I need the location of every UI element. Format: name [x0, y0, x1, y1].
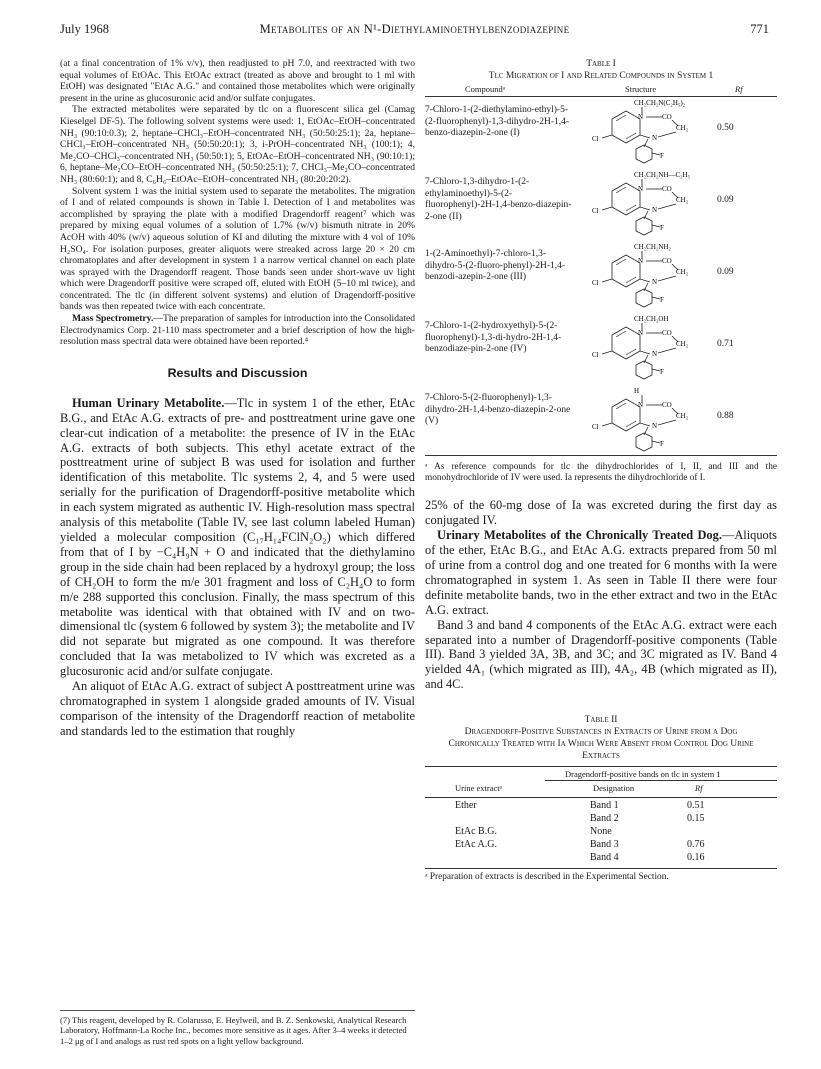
- table-1-caption: Tlc Migration of I and Related Compounds in System 1: [488, 71, 714, 81]
- carbonyl-label: CO: [662, 329, 672, 337]
- ch2-label: CH₂: [676, 124, 689, 132]
- left-column: [60, 58, 415, 739]
- col-designation: Designation: [593, 783, 635, 794]
- chloro-label: Cl: [592, 207, 599, 215]
- col-rf: Rf: [695, 783, 703, 794]
- extract-cell: EtAc A.G.: [455, 839, 497, 851]
- compound-name: 7-Chloro-1-(2-diethylamino-ethyl)-5-(2-fluorophenyl)-1,3-dihydro-2H-1,4-benzo-diazepin-2-one (I): [425, 105, 570, 139]
- n4-atom: N: [652, 350, 658, 358]
- rf-cell: 0.16: [687, 852, 705, 864]
- paragraph: Solvent system 1 was the initial system used to separate the metabolites. The migration of I and of related compounds is shown in Table I. Detection of I and metabolites was accomplished by spraying the plate with a modified Dragendorff reagent⁷ which was prepared by mixing equal volumes of a solution of 1.7% (w/v) bismuth nitrate in 20% AcOH with 40% (w/v) aqueous solution of KI and diluting the mixture with 4 vol of 10% H₂SO₄. For isolation purposes, greater aliquots were streaked across large 20 × 20 cm chromatoplates and after development in system 1 a narrow vertical channel on each plate was sprayed with the Dragendorff reagent. Those bands seen under short-wave uv light which were Dragendorff positive were scraped off, eluted with EtOH (5–10 ml twice), and concentrated. The tlc (in different solvent systems) and elution of Dragendorff-positive bands was then repeated twice with each concentrate.: [60, 185, 415, 313]
- table-2-body: [425, 798, 777, 865]
- ch2-label: CH₂: [676, 340, 689, 348]
- chloro-label: Cl: [592, 279, 599, 287]
- section-title: Results and Discussion: [167, 365, 308, 380]
- table-1-header: [425, 84, 777, 97]
- dog-text: —Aliquots of the ether, EtAc B.G., and EtAc A.G. extracts prepared from 50 ml of urine from a control dog and one treated for 6 months with Ia were chromatographed in system 1. As seen in Table II there were four definite metabolite bands, two in the ether extract and two in the EtAc A.G. extract.: [425, 528, 777, 617]
- table-row: [425, 813, 777, 826]
- ch2-label: CH₂: [676, 268, 689, 276]
- designation-cell: Band 1: [590, 800, 619, 812]
- structure-diagram: [590, 385, 710, 453]
- n4-atom: N: [652, 422, 658, 430]
- table-row: [425, 385, 777, 451]
- designation-cell: Band 3: [590, 839, 619, 851]
- paragraph: The extracted metabolites were separated by tlc on a fluorescent silica gel (Camag Kieselgel DF-5). The following solvent systems were used: 1, EtOAc–EtOH–concentrated NH₃ (90:10:0.3); 2, heptane–CHCl₃–EtOH–concentrated NH₃ (50:50:25:1); 2a, heptane–CHCl₃–EtOH–concentrated NH₃ (50:50:20:1); 3, i-PrOH–concentrated NH₃ (100:1); 4, Me₂CO–CHCl₃–concentrated NH₃ (50:50:1); 5, EtOAc–EtOH–concentrated NH₃ (90:10:1); 6, heptane–Me₂CO–EtOH–concentrated NH₃ (50:50:25:1); 7, CHCl₃–Me₂CO–concentrated NH₃ (80:60:1); and 8, C₆H₆–EtOAc–EtOH–concentrated NH₃ (80:20:20:2).: [60, 104, 415, 185]
- table-2-header: [425, 766, 777, 798]
- col-compound: Compoundᵃ: [465, 84, 506, 94]
- table-2-footnote-wrap: [425, 868, 777, 883]
- n4-atom: N: [652, 206, 658, 214]
- paragraph: (at a final concentration of 1% v/v), then readjusted to pH 7.0, and reextracted with two equal volumes of EtOAc. This EtOAc extract (treated as above and brought to 1 ml with EtOH) was designated "EtAc A.G." and contained those metabolites which were originally present in the urine as glucosuronic acid and/or sulfate conjugates.: [60, 58, 415, 104]
- rf-value: 0.71: [717, 339, 734, 349]
- table-row: [425, 839, 777, 852]
- table-row: [425, 241, 777, 313]
- rf-cell: 0.76: [687, 839, 705, 851]
- table-row: [425, 313, 777, 385]
- fluoro-label: F: [660, 152, 664, 160]
- chloro-label: Cl: [592, 135, 599, 143]
- side-chain-label: CH₂CH₂OH: [634, 315, 669, 323]
- table-row: [425, 826, 777, 839]
- col-extract: Urine extractᵃ: [455, 783, 502, 794]
- paragraph: [60, 313, 415, 348]
- running-header: [60, 22, 769, 40]
- table-1-footnote: ᵃ As reference compounds for tlc the dihydrochlorides of I, II, and III and the monohydrochloride of IV were used. Ia represents the dihydrochloride of I.: [425, 462, 777, 484]
- page-number: 771: [750, 22, 769, 36]
- paragraph: Band 3 and band 4 components of the EtAc A.G. extract were each separated into a number of Dragendorff-positive components (Table III). Band 3 yielded 3A, 3B, and 3C; and 3C migrated as IV. Band 4 yielded 4A₁ (which migrated as III), 4A₂, 4B (which migrated as II), and 4C.: [425, 617, 777, 692]
- fluoro-label: F: [660, 440, 664, 448]
- chloro-label: Cl: [592, 423, 599, 431]
- fluoro-label: F: [660, 368, 664, 376]
- compound-name: 7-Chloro-1-(2-hydroxyethyl)-5-(2-fluorophenyl)-1,3-di-hydro-2H-1,4-benzodiaze-pin-2-one (IV): [425, 321, 562, 355]
- rf-value: 0.09: [717, 267, 734, 277]
- carbonyl-label: CO: [662, 401, 672, 409]
- extract-cell: Ether: [455, 800, 477, 812]
- rf-value: 0.50: [717, 123, 734, 133]
- side-chain-label: CH₂CH₂NH₂: [634, 243, 671, 251]
- rf-value: 0.09: [717, 195, 734, 205]
- carbonyl-label: CO: [662, 185, 672, 193]
- human-heading: Human Urinary Metabolite.: [72, 395, 225, 410]
- side-chain-label: CH₂CH₂NH—C₂H₅: [634, 171, 691, 179]
- designation-cell: Band 2: [590, 813, 619, 825]
- designation-cell: Band 4: [590, 852, 619, 864]
- table-row: [425, 97, 777, 169]
- header-title: Metabolites of an N¹-Diethylaminoethylbenzodiazepine: [259, 22, 570, 36]
- paragraph: [425, 528, 777, 617]
- structure-diagram: [590, 241, 710, 309]
- n1-atom: N: [638, 257, 644, 265]
- ch2-label: CH₂: [676, 196, 689, 204]
- n4-atom: N: [652, 134, 658, 142]
- n1-atom: N: [638, 185, 644, 193]
- span-header: Dragendorff-positive bands on tlc in system 1: [565, 769, 721, 780]
- structure-diagram: [590, 313, 710, 381]
- table-1-body: [425, 97, 777, 451]
- carbonyl-label: CO: [662, 257, 672, 265]
- carbonyl-label: CO: [662, 113, 672, 121]
- mass-spec-text: —The preparation of samples for introduction into the Consolidated Electrodynamics Corp. 21-110 mass spectrometer and a brief description of how the high-resolution mass spectral data were obtained have been reported.⁴: [60, 313, 415, 348]
- chloro-label: Cl: [592, 351, 599, 359]
- table-2-label: Table II: [584, 715, 618, 726]
- fluoro-label: F: [660, 224, 664, 232]
- structure-diagram: [590, 97, 710, 165]
- compound-name: 7-Chloro-1,3-dihydro-1-(2-ethylaminoethyl)-5-(2-fluorophenyl)-2H-1,4-benzo-diazepin-2-one (II): [425, 177, 572, 223]
- dog-heading: Urinary Metabolites of the Chronically Treated Dog.: [437, 528, 722, 543]
- compound-name: 1-(2-Aminoethyl)-7-chloro-1,3-dihydro-5-(2-fluoro-phenyl)-2H-1,4-benzodi-azepin-2-one (III): [425, 249, 566, 283]
- designation-cell: None: [590, 826, 612, 838]
- structure-diagram: [590, 169, 710, 237]
- human-text: —Tlc in system 1 of the ether, EtAc B.G., and EtAc A.G. extracts of pre- and posttreatment urine gave one clear-cut indication of a metabolite: the presence of IV in the EtAc A.G. extracts of both subjects. This ethyl acetate extract of the posttreatment urine of subject B was used for isolation and further identification of this metabolite. Tlc systems 2, 4, and 5 were used serially for the purification of Dragendorff-positive metabolite which in each system migrated as authentic IV. High-resolution mass spectral analysis of this metabolite (Table IV, see last column labeled Human) yielded a molecular composition (C₁₇H₁₄FClN₂O₂) which differed from that of I by −C₄H₉N + O and indicated that the diethylamino group in the side chain had been replaced by a hydroxyl group; the loss of CH₂OH to form the m/e 301 fragment and loss of C₂H₄O to form m/e 288 supported this conclusion. Finally, the mass spectrum of this metabolite was identical with that obtained with IV and on two-dimensional tlc (system 6 followed by system 3); the metabolite and IV did not separate but migrated as one compound. It was therefore concluded that Ia was metabolized to IV which was excreted as a glucosuronic acid and/or sulfate conjugate.: [60, 395, 416, 679]
- n1-atom: N: [638, 113, 644, 121]
- table-row: [425, 169, 777, 241]
- n1-atom: N: [638, 329, 644, 337]
- paragraph: [60, 396, 415, 679]
- rf-cell: 0.15: [687, 813, 705, 825]
- table-1-label: Table I: [586, 59, 616, 69]
- rf-cell: 0.51: [687, 800, 705, 812]
- n1-atom: N: [638, 401, 644, 409]
- fluoro-label: F: [660, 296, 664, 304]
- footnote-7: (7) This reagent, developed by R. Colarusso, E. Heylweil, and B. Z. Senkowski, Analytical Research Laboratory, Hoffmann-La Roche Inc., becomes more sensitive as it ages. After 3–4 weeks it detected 1–2 μg of I and analogs as rust red spots on a light yellow background.: [60, 1010, 415, 1046]
- table-2-caption: Dragendorff-Positive Substances in Extracts of Urine from a Dog Chronically Treated with Ia Which Were Absent from Control Dog Urine Extracts: [448, 727, 754, 762]
- rf-value: 0.88: [717, 411, 734, 421]
- table-2-footnote: ᵃ Preparation of extracts is described in the Experimental Section.: [425, 872, 669, 883]
- table-1-footnote-wrap: [425, 455, 777, 484]
- compound-name: 7-Chloro-5-(2-fluorophenyl)-1,3-dihydro-2H-1,4-benzo-diazepin-2-one (V): [425, 393, 571, 427]
- paragraph: 25% of the 60-mg dose of Ia was excreted during the first day as conjugated IV.: [425, 498, 777, 528]
- col-structure: Structure: [625, 84, 657, 94]
- table-row: [425, 800, 777, 813]
- paragraph: An aliquot of EtAc A.G. extract of subject A posttreatment urine was chromatographed in system 1 alongside graded amounts of IV. Visual comparison of the intensity of the Dragendorff reaction of metabolite and standards led to the estimation that roughly: [60, 679, 415, 738]
- side-chain-label: CH₂CH₂N(C₂H₅)₂: [634, 99, 686, 107]
- n4-atom: N: [652, 278, 658, 286]
- extract-cell: EtAc B.G.: [455, 826, 497, 838]
- table-row: [425, 852, 777, 865]
- header-date: July 1968: [60, 22, 109, 36]
- col-rf: Rf: [735, 84, 743, 94]
- mass-spec-heading: Mass Spectrometry.: [72, 313, 154, 325]
- ch2-label: CH₂: [676, 412, 689, 420]
- right-column: [425, 58, 777, 883]
- side-chain-label: H: [634, 387, 640, 395]
